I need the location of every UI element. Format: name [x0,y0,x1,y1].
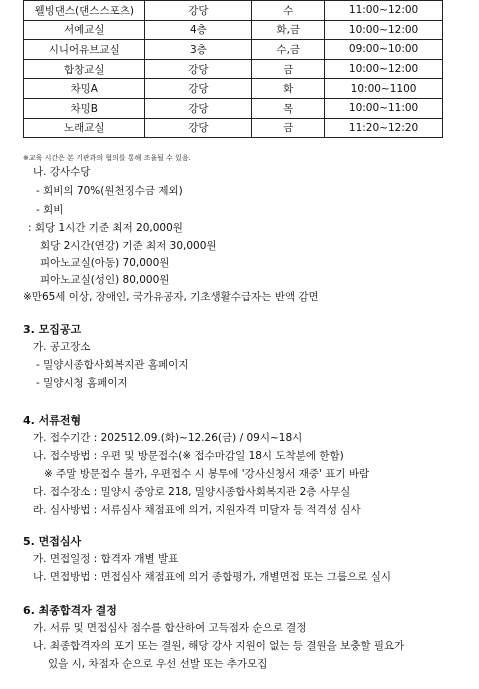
section-item: 가. 공고장소 [33,341,91,353]
location-cell: 강당 [145,1,252,21]
fee-line: - 회비 [36,204,64,216]
location-cell: 3층 [145,40,252,60]
fee-line: 피아노교실(아동) 70,000원 [40,257,170,269]
table-row [24,20,443,40]
section-heading: 6. 최종합격자 결정 [23,604,117,617]
table-row [24,118,443,138]
section-heading: 4. 서류전형 [23,414,82,427]
class-name-cell: 시니어유브교실 [24,40,145,60]
section-item: 라. 심사방법 : 서류심사 채점표에 의거, 지원자격 미달자 등 적격성 심사 [33,504,361,516]
location-cell: 강당 [145,118,252,138]
day-cell: 수,금 [252,40,325,60]
section-heading: 5. 면접심사 [23,535,82,548]
time-cell: 10:00~1100 [325,79,443,99]
section-item: 나. 면접방법 : 면접심사 채점표에 의거 종합평가, 개별면접 또는 그룹으로 실시 [33,571,392,583]
time-cell: 10:00~12:00 [325,20,443,40]
class-name-cell: 차밍A [24,79,145,99]
schedule-note: ※교육 시간은 본 기관과의 협의를 통해 조율될 수 있음. [23,154,191,162]
fee-line: : 회당 1시간 기준 최저 20,000원 [28,222,183,234]
day-cell: 목 [252,98,325,118]
location-cell: 4층 [145,20,252,40]
table-row [24,40,443,60]
time-cell: 11:20~12:20 [325,118,443,138]
fee-line: 회당 2시간(연강) 기준 최저 30,000원 [40,240,217,252]
time-cell: 09:00~10:00 [325,40,443,60]
table-row [24,59,443,79]
section-item: 다. 접수장소 : 밀양시 중앙로 218, 밀양시종합사회복지관 2층 사무실 [33,486,351,498]
class-name-cell: 차밍B [24,98,145,118]
time-cell: 10:00~12:00 [325,59,443,79]
section-item: 가. 서류 및 면접심사 점수를 합산하여 고득점자 순으로 결정 [33,622,307,634]
day-cell: 금 [252,59,325,79]
class-schedule-table [23,0,443,138]
day-cell: 금 [252,118,325,138]
fee-line: - 회비의 70%(원천징수금 제외) [36,185,183,197]
section-item: ※ 주말 방문접수 불가, 우편접수 시 봉투에 '강사신청서 재중' 표기 바람 [44,468,370,480]
fee-line: 피아노교실(성인) 80,000원 [40,274,170,286]
class-name-cell: 합창교실 [24,59,145,79]
section-item: 가. 접수기간 : 202512.09.(화)~12.26(금) / 09시~18시 [33,432,303,444]
day-cell: 수 [252,1,325,21]
class-name-cell: 노래교실 [24,118,145,138]
fee-title: 나. 강사수당 [33,166,91,178]
table-row [24,79,443,99]
location-cell: 강당 [145,79,252,99]
fee-note: ※만65세 이상, 장애인, 국가유공자, 기초생활수급자는 반액 감면 [23,291,319,303]
section-item: 있을 시, 차점자 순으로 우선 선발 또는 추가모집 [48,658,268,670]
time-cell: 10:00~11:00 [325,98,443,118]
table-row [24,98,443,118]
section-item: 나. 최종합격자의 포기 또는 결원, 해당 강사 지원이 없는 등 결원을 보충할 필요가 [33,640,405,652]
location-cell: 강당 [145,98,252,118]
section-item: - 밀양시종합사회복지관 홈페이지 [36,359,189,371]
class-name-cell: 웰빙댄스(댄스스포츠) [24,1,145,21]
table-row [24,1,443,21]
section-item: 나. 접수방법 : 우편 및 방문접수(※ 접수마감일 18시 도착분에 한함) [33,450,344,462]
class-name-cell: 서예교실 [24,20,145,40]
section-heading: 3. 모집공고 [23,323,82,336]
day-cell: 화,금 [252,20,325,40]
day-cell: 화 [252,79,325,99]
location-cell: 강당 [145,59,252,79]
section-item: - 밀양시청 홈페이지 [36,377,128,389]
section-item: 가. 면접일정 : 합격자 개별 발표 [33,553,179,565]
time-cell: 11:00~12:00 [325,1,443,21]
